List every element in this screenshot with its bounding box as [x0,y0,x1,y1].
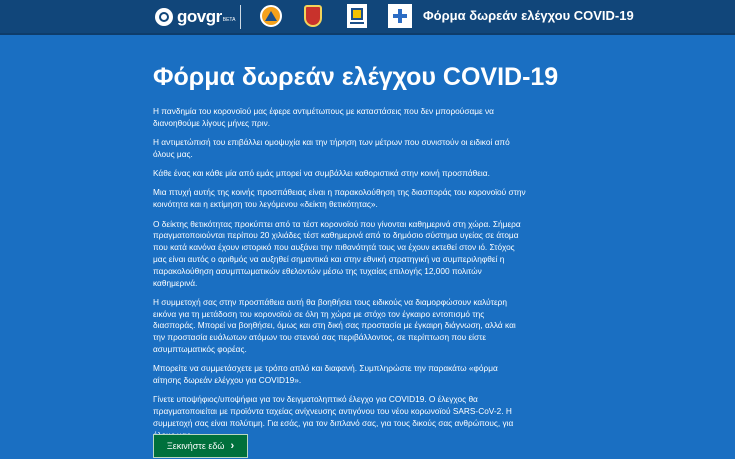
intro-paragraph: Κάθε ένας και κάθε μία από εμάς μπορεί να συμβάλλει καθοριστικά στην κοινή προσπάθεια. [153,168,490,179]
health-ministry-logo-icon [388,4,412,28]
fire-service-logo-icon [304,5,322,27]
chevron-right-icon: › [230,439,235,452]
eody-logo-icon [347,4,367,28]
civil-protection-logo-icon [260,5,282,27]
intro-paragraph: Η συμμετοχή σας στην προσπάθεια αυτή θα βοηθήσει τους ειδικούς να διαμορφώσουν καλύτερη εικόνα για τη μετάδοση του κορονοϊού σε όλη τη χώρα με στόχο τον έγκαιρο εντοπισμό της διασποράς. Μπορεί να βοηθήσει, όμως και στη δική σας προστασία με έγκαιρη διάγνωση, αλλά και την προστασία ευάλωτων ατόμων του στενού σας περιβάλλοντος, σε περίπτωση που είστε ασυμπτωματικός φορέας. [153,296,516,355]
govgr-logo[interactable] [155,7,235,27]
intro-paragraph: Γίνετε υποψήφιος/υποψήφια για τον δειγματοληπτικό έλεγχο για COVID19. Ο έλεγχος θα πραγματοποιείται με προϊόντα ταχείας ανίχνευσης αντιγόνου του νέου κορωνοϊού SARS-CoV-2. Η συμμετοχή σας είναι πολύτιμη. Για εσάς, για τον διπλανό σας, για τους δικούς σας ανθρώπους, για [153,394,514,429]
start-button-label: Ξεκινήστε εδώ [166,441,225,451]
intro-paragraph: Η πανδημία του κορονοϊού μας έφερε αντιμέτωπους με καταστάσεις που δεν μπορούσαμε να διανοηθούμε λίγους μήνες πριν. [153,106,494,128]
main-content [153,62,559,449]
intro-paragraph: Η αντιμετώπισή του επιβάλλει ομοψυχία και την τήρηση των μέτρων που συνιστούν οι ειδικοί από όλους μας. [153,137,510,159]
intro-paragraph: Μια πτυχή αυτής της κοινής προσπάθειας είναι η παρακολούθηση της διασποράς του κορονοϊού στην κοινότητα και η εκτίμηση του λεγόμενου «δείκτη θετικότητας». [153,187,526,210]
intro-paragraph: Ο δείκτης θετικότητας προκύπτει από τα τέστ κορονοϊού που γίνονται καθημερινά στη χώρα. Σήμερα πραγματοποιούνται περίπου 20 χιλιάδες τέστ καθημερινά από το δημόσιο σύστημα υγείας σε άτομα που κατά κανόνα έχουν ιστορικό που αυξάνει την πιθανότητά τους να έχουν εκτεθεί στον ιό. Στόχος μας είναι αυτός ο αριθμός να αυξηθεί σημαντικά και στην εθνική στρατηγική να συμπεριληφθεί η παρακολούθηση ασυμπτωματικών εθελοντών μέσω της τυχαίας επιλογής 12,000 πολιτών καθημερινά. [153,218,521,288]
beta-badge: BETA [222,17,236,23]
header-title: Φόρμα δωρεάν ελέγχου COVID-19 [423,8,634,23]
greek-emblem-icon [155,8,173,26]
start-button[interactable] [153,434,248,458]
govgr-wordmark: govgr [177,7,222,26]
page-title: Φόρμα δωρεάν ελέγχου COVID-19 [153,63,559,91]
top-header-bar [0,0,735,35]
header-divider [240,5,241,29]
intro-paragraph: Μπορείτε να συμμετάσχετε με τρόπο απλό και διαφανή. Συμπληρώστε την παρακάτω «φόρμα αίτησης δωρεάν ελέγχου για COVID19». [153,363,498,386]
